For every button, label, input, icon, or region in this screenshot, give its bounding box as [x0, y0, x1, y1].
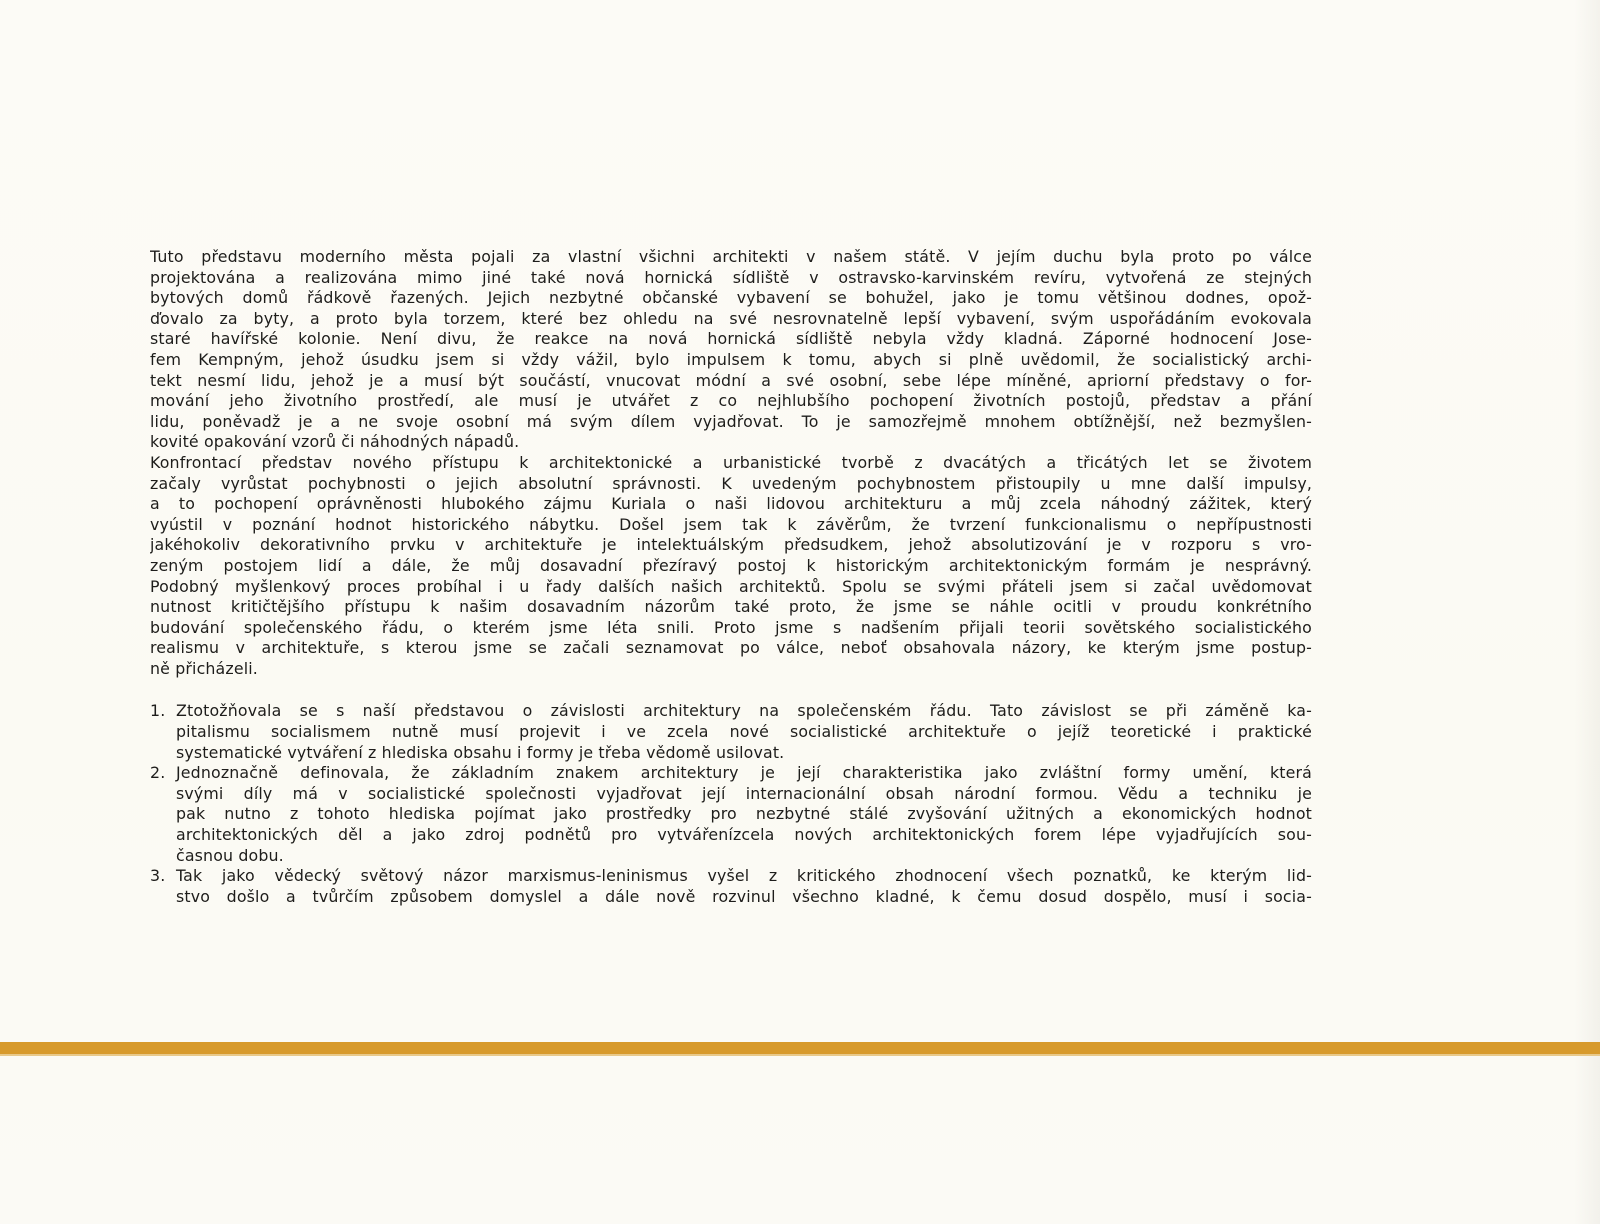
- text-line: stvo došlo a tvůrčím způsobem domyslel a dále nově rozvinul všechno kladné, k čemu dosud dospělo, musí i socia-: [176, 886, 1312, 906]
- text-line: realismu v architektuře, s kterou jsme se začali seznamovat po válce, neboť obsahovala názory, ke kterým jsme postup-: [150, 638, 1312, 658]
- text-line: a to pochopení oprávněnosti hlubokého zájmu Kuriala o naši lidovou architekturu a můj zcela náhodný zážitek, který: [150, 494, 1312, 514]
- text-line: lidu, poněvadž je a ne svoje osobní má svým dílem vyjadřovat. To je samozřejmě mnohem obtížnější, než bezmyšlen-: [150, 411, 1312, 431]
- text-line: nutnost kritičtějšího přístupu k našim dosavadním názorům také proto, že jsme se náhle ocitli v proudu konkrétního: [150, 597, 1312, 617]
- text-line: pak nutno z tohoto hlediska pojímat jako prostředky pro nezbytné stálé zvyšování užitných a ekonomických hodnot: [176, 804, 1312, 824]
- text-line: [150, 763, 1312, 784]
- list-item-1: [150, 701, 1312, 763]
- list-number: 2.: [150, 763, 166, 783]
- text-line: fem Kempným, jehož úsudku jsem si vždy vážil, bylo impulsem k tomu, abych si plně uvědomil, že socialistický archi-: [150, 349, 1312, 369]
- text-line: jakéhokoliv dekorativního prvku v architektuře je intelektuálským předsudkem, jehož absolutizování je v rozporu s vro-: [150, 535, 1312, 555]
- text-line: mování jeho životního prostředí, ale musí je utvářet z co nejhlubšího pochopení životních postojů, představ a přání: [150, 391, 1312, 411]
- paragraph-1: [150, 247, 1312, 453]
- text-line: [150, 701, 1312, 722]
- list-number: 3.: [150, 866, 166, 886]
- text-line-content: Tak jako vědecký světový názor marxismus-leninismus vyšel z kritického zhodnocení všech poznatků, ke kterým lid-: [176, 866, 1312, 886]
- text-line: projektována a realizována mimo jiné také nová hornická sídliště v ostravsko-karvinském revíru, vytvořená ze stejných: [150, 267, 1312, 287]
- text-line: bytových domů řádkově řazených. Jejich nezbytné občanské vybavení se bohužel, jako je tomu většinou dodnes, opož-: [150, 288, 1312, 308]
- text-line: Tuto představu moderního města pojali za vlastní všichni architekti v našem státě. V jejím duchu byla proto po válce: [150, 247, 1312, 266]
- text-line: tekt nesmí lidu, jehož je a musí být součástí, vnucovat módní a své osobní, sebe lépe míněné, apriorní představy o for-: [150, 370, 1312, 390]
- text-line: svými díly má v socialistické společnosti vyjadřovat její internacionální obsah národní formou. Vědu a techniku je: [176, 783, 1312, 803]
- text-line: pitalismu socialismem nutně musí projevit i ve zcela nové socialistické architektuře o jejíž teoretické i praktické: [176, 722, 1312, 742]
- paragraph-2: [150, 453, 1312, 680]
- page-edge-shade: [1574, 0, 1600, 1224]
- list-item-3: [150, 866, 1312, 907]
- text-line: ďovalo za byty, a proto byla torzem, které bez ohledu na své nesrovnatelně lepší vybavení, svým uspořádáním evokovala: [150, 308, 1312, 328]
- decorative-rule-shadow: [0, 1054, 1600, 1056]
- text-line: zeným postojem lidí a dále, že můj dosavadní přezíravý postoj k historickým architektonickým formám je nesprávný.: [150, 555, 1312, 575]
- text-line: začaly vyrůstat pochybnosti o jejich absolutní správnosti. K uvedeným pochybnostem přistoupily u mne další impulsy,: [150, 473, 1312, 493]
- text-line: budování společenského řádu, o kterém jsme léta snili. Proto jsme s nadšením přijali teorii sovětského socialistického: [150, 617, 1312, 637]
- decorative-rule: [0, 1042, 1600, 1054]
- text-line: ně přicházeli.: [150, 658, 258, 678]
- text-line: Podobný myšlenkový proces probíhal i u řady dalších našich architektů. Spolu se svými přáteli jsem si začal uvědomovat: [150, 576, 1312, 596]
- text-line-content: Jednoznačně definovala, že základním znakem architektury je její charakteristika jako zvláštní formy umění, která: [176, 763, 1312, 783]
- text-line: kovité opakování vzorů či náhodných nápadů.: [150, 432, 520, 452]
- text-line: časnou dobu.: [176, 845, 284, 865]
- paragraph-gap: [150, 679, 1312, 701]
- text-line: [150, 866, 1312, 887]
- text-line: architektonických děl a jako zdroj podnětů pro vytvářenízcela nových architektonických forem lépe vyjadřujících sou-: [176, 825, 1312, 845]
- body-text: [150, 247, 1312, 907]
- text-line: Konfrontací představ nového přístupu k architektonické a urbanistické tvorbě z dvacátých a třicátých let se životem: [150, 452, 1312, 472]
- list-number: 1.: [150, 701, 166, 721]
- numbered-list: [150, 701, 1312, 907]
- text-line: staré havířské kolonie. Není divu, že reakce na nová hornická sídliště nebyla vždy kladná. Záporné hodnocení Jose-: [150, 329, 1312, 349]
- list-item-2: [150, 763, 1312, 866]
- text-line: systematické vytváření z hlediska obsahu i formy je třeba vědomě usilovat.: [176, 742, 785, 762]
- text-line: vyústil v poznání hodnot historického nábytku. Došel jsem tak k závěrům, že tvrzení funkcionalismu o nepřípustnosti: [150, 514, 1312, 534]
- text-line-content: Ztotožňovala se s naší představou o závislosti architektury na společenském řádu. Tato závislost se při záměně ka-: [176, 701, 1312, 721]
